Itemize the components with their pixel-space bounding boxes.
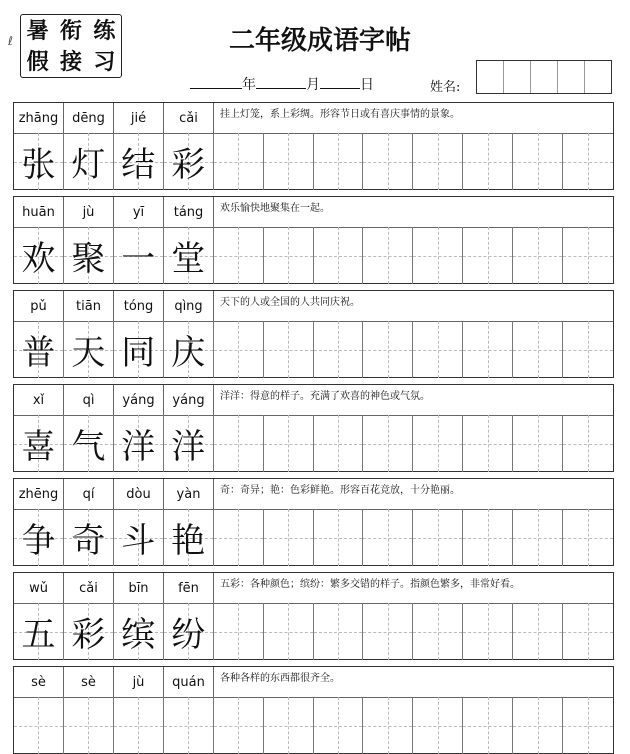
pinyin-row: [14, 197, 613, 228]
model-character: 结: [121, 145, 156, 185]
model-character: 彩: [171, 145, 206, 185]
model-character: 五: [21, 615, 56, 655]
practice-cell[interactable]: [413, 603, 463, 660]
idiom-block: [13, 290, 614, 378]
pinyin-cell: cǎi: [164, 103, 214, 133]
model-character-cell: [114, 321, 164, 378]
practice-cell[interactable]: [214, 227, 264, 284]
practice-cell[interactable]: [413, 321, 463, 378]
name-label: 姓名:: [430, 80, 461, 95]
practice-cell[interactable]: [563, 509, 613, 566]
practice-cell[interactable]: [314, 509, 364, 566]
practice-cell[interactable]: [214, 133, 264, 190]
model-character: 欢: [21, 239, 56, 279]
idiom-definition: 挂上灯笼，系上彩绸。形容节日或有喜庆事情的景象。: [220, 109, 460, 120]
model-character-cell: [14, 227, 64, 284]
model-character: [114, 697, 163, 754]
idiom-definition: 五彩：各种颜色；缤纷：繁多交错的样子。指颜色繁多，非常好看。: [220, 579, 520, 590]
model-character: 普: [21, 333, 56, 373]
character-row: [14, 603, 613, 660]
practice-cell[interactable]: [563, 603, 613, 660]
stamp-char: 练: [93, 17, 116, 44]
practice-cell[interactable]: [214, 509, 264, 566]
model-character-cell: [114, 603, 164, 660]
practice-cell[interactable]: [363, 697, 413, 754]
practice-cell[interactable]: [264, 697, 314, 754]
model-character-cell: [64, 133, 114, 190]
pinyin-cell: huān: [14, 197, 64, 227]
model-character: 纷: [171, 615, 206, 655]
character-row: [14, 697, 613, 754]
pinyin-row: [14, 667, 613, 698]
model-character-cell: [164, 697, 214, 754]
character-row: [14, 415, 613, 472]
model-character-cell: [64, 603, 114, 660]
model-character-cell: [14, 133, 64, 190]
idiom-definition: 各种各样的东西都很齐全。: [220, 673, 340, 684]
practice-cell[interactable]: [413, 227, 463, 284]
page-title: 二年级成语字帖: [228, 26, 411, 56]
pinyin-cell: yàn: [164, 479, 214, 509]
practice-cell[interactable]: [413, 697, 463, 754]
practice-cell[interactable]: [513, 133, 563, 190]
model-character: 一: [121, 239, 156, 279]
idiom-definition: 天下的人或全国的人共同庆祝。: [220, 297, 360, 308]
model-character-cell: [114, 133, 164, 190]
practice-cell[interactable]: [463, 603, 513, 660]
practice-cell[interactable]: [264, 227, 314, 284]
character-row: [14, 227, 613, 284]
pinyin-row: [14, 291, 613, 322]
model-character-cell: [64, 509, 114, 566]
pinyin-cell: pǔ: [14, 291, 64, 321]
stamp-char: 假: [26, 48, 49, 75]
model-character-cell: [64, 321, 114, 378]
pinyin-cell: zhēng: [14, 479, 64, 509]
year-blank[interactable]: [190, 76, 242, 89]
practice-cell[interactable]: [214, 321, 264, 378]
day-label: 日: [360, 77, 374, 93]
practice-cell[interactable]: [563, 321, 613, 378]
practice-cell[interactable]: [513, 321, 563, 378]
practice-cell[interactable]: [363, 133, 413, 190]
stamp-char: 习: [93, 48, 116, 75]
character-row: [14, 321, 613, 378]
practice-cell[interactable]: [413, 133, 463, 190]
model-character-cell: [164, 227, 214, 284]
model-character-cell: [14, 321, 64, 378]
practice-cell[interactable]: [363, 227, 413, 284]
pinyin-cell: jù: [114, 667, 164, 697]
character-row: [14, 509, 613, 566]
pinyin-cell: jié: [114, 103, 164, 133]
pinyin-cell: zhāng: [14, 103, 64, 133]
practice-cell[interactable]: [463, 321, 513, 378]
practice-cell[interactable]: [214, 697, 264, 754]
model-character-cell: [164, 509, 214, 566]
practice-cell[interactable]: [314, 133, 364, 190]
character-row: [14, 133, 613, 190]
practice-cell[interactable]: [314, 227, 364, 284]
model-character: 堂: [171, 239, 206, 279]
idiom-block: [13, 384, 614, 472]
model-character: 争: [21, 521, 56, 561]
model-character: 洋: [121, 427, 156, 467]
month-label: 月: [306, 77, 320, 93]
practice-cell[interactable]: [463, 697, 513, 754]
practice-cell[interactable]: [563, 133, 613, 190]
model-character-cell: [14, 415, 64, 472]
model-character: 斗: [121, 521, 156, 561]
model-character-cell: [164, 321, 214, 378]
practice-cell[interactable]: [463, 509, 513, 566]
pinyin-cell: dēng: [64, 103, 114, 133]
idiom-block: [13, 478, 614, 566]
pinyin-cell: yī: [114, 197, 164, 227]
model-character: [14, 697, 63, 754]
model-character: 庆: [171, 333, 206, 373]
model-character-cell: [164, 415, 214, 472]
practice-cell[interactable]: [463, 227, 513, 284]
model-character-cell: [114, 509, 164, 566]
pinyin-cell: xǐ: [14, 385, 64, 415]
practice-cell[interactable]: [363, 603, 413, 660]
model-character-cell: [64, 697, 114, 754]
pinyin-cell: qì: [64, 385, 114, 415]
practice-cell[interactable]: [463, 133, 513, 190]
idiom-block: [13, 196, 614, 284]
pinyin-cell: sè: [14, 667, 64, 697]
practice-cell[interactable]: [413, 415, 463, 472]
model-character-cell: [14, 603, 64, 660]
practice-cell[interactable]: [513, 509, 563, 566]
pinyin-cell: quán: [164, 667, 214, 697]
idiom-definition: 奇：奇异；艳：色彩鲜艳。形容百花竞放，十分艳丽。: [220, 485, 460, 496]
pinyin-cell: fēn: [164, 573, 214, 603]
practice-cell[interactable]: [363, 321, 413, 378]
pinyin-row: [14, 103, 613, 134]
pinyin-row: [14, 385, 613, 416]
month-blank[interactable]: [256, 76, 306, 89]
model-character-cell: [114, 415, 164, 472]
name-grid[interactable]: [476, 60, 612, 94]
practice-cell[interactable]: [314, 415, 364, 472]
model-character: 天: [71, 333, 106, 373]
pinyin-cell: jù: [64, 197, 114, 227]
practice-cell[interactable]: [413, 509, 463, 566]
practice-cell[interactable]: [214, 603, 264, 660]
pinyin-cell: tiān: [64, 291, 114, 321]
model-character: 灯: [71, 145, 106, 185]
model-character: 艳: [171, 521, 206, 561]
practice-cell[interactable]: [264, 415, 314, 472]
year-label: 年: [242, 77, 256, 93]
margin-mark: ℓ: [8, 34, 13, 48]
practice-cell[interactable]: [314, 321, 364, 378]
model-character: 缤: [121, 615, 156, 655]
practice-cell[interactable]: [264, 509, 314, 566]
model-character: [164, 697, 213, 754]
practice-cell[interactable]: [563, 415, 613, 472]
pinyin-cell: wǔ: [14, 573, 64, 603]
pinyin-cell: bīn: [114, 573, 164, 603]
idiom-definition: 欢乐愉快地聚集在一起。: [220, 203, 330, 214]
stamp-char: 衔: [59, 17, 82, 44]
practice-cell[interactable]: [314, 697, 364, 754]
practice-cell[interactable]: [513, 603, 563, 660]
model-character-cell: [14, 509, 64, 566]
summer-practice-stamp: [20, 14, 122, 78]
stamp-char: 接: [59, 48, 82, 75]
pinyin-cell: dòu: [114, 479, 164, 509]
practice-cell[interactable]: [513, 697, 563, 754]
practice-cell[interactable]: [363, 509, 413, 566]
model-character-cell: [64, 227, 114, 284]
date-line: [190, 74, 374, 94]
pinyin-row: [14, 479, 613, 510]
practice-cell[interactable]: [314, 603, 364, 660]
model-character: 气: [71, 427, 106, 467]
model-character: 聚: [71, 239, 106, 279]
practice-cell[interactable]: [513, 227, 563, 284]
model-character-cell: [164, 603, 214, 660]
pinyin-cell: yáng: [114, 385, 164, 415]
model-character-cell: [114, 697, 164, 754]
idiom-block: [13, 572, 614, 660]
practice-cell[interactable]: [264, 603, 314, 660]
practice-cell[interactable]: [264, 321, 314, 378]
practice-cell[interactable]: [563, 697, 613, 754]
model-character: 洋: [171, 427, 206, 467]
model-character: 同: [121, 333, 156, 373]
pinyin-cell: tóng: [114, 291, 164, 321]
idiom-block: [13, 102, 614, 190]
pinyin-cell: qí: [64, 479, 114, 509]
model-character: [64, 697, 113, 754]
pinyin-cell: qìng: [164, 291, 214, 321]
pinyin-cell: cǎi: [64, 573, 114, 603]
model-character-cell: [64, 415, 114, 472]
idiom-block: [13, 666, 614, 754]
model-character: 喜: [21, 427, 56, 467]
idiom-definition: 洋洋：得意的样子。充满了欢喜的神色或气氛。: [220, 391, 430, 402]
model-character-cell: [164, 133, 214, 190]
model-character-cell: [114, 227, 164, 284]
practice-cell[interactable]: [513, 415, 563, 472]
practice-cell[interactable]: [563, 227, 613, 284]
practice-cell[interactable]: [363, 415, 413, 472]
model-character: 彩: [71, 615, 106, 655]
practice-cell[interactable]: [264, 133, 314, 190]
model-character-cell: [14, 697, 64, 754]
model-character: 奇: [71, 521, 106, 561]
pinyin-row: [14, 573, 613, 604]
stamp-char: 暑: [26, 17, 49, 44]
practice-cell[interactable]: [214, 415, 264, 472]
pinyin-cell: táng: [164, 197, 214, 227]
pinyin-cell: sè: [64, 667, 114, 697]
day-blank[interactable]: [320, 76, 360, 89]
model-character: 张: [21, 145, 56, 185]
pinyin-cell: yáng: [164, 385, 214, 415]
practice-cell[interactable]: [463, 415, 513, 472]
